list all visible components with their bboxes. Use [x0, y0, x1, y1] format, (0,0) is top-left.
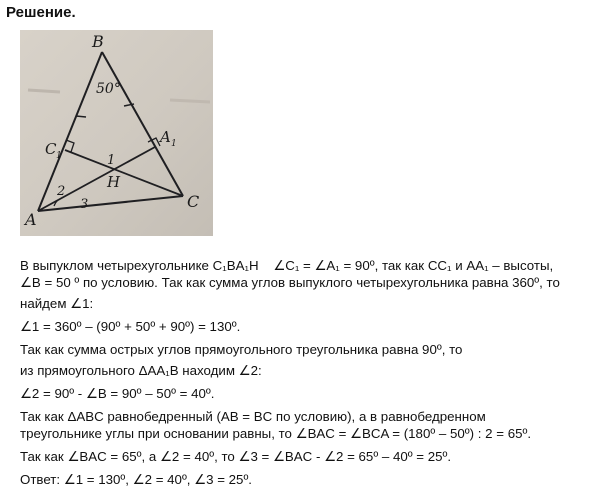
paper-smudge	[170, 100, 210, 102]
triangle-diagram	[20, 30, 213, 236]
point-h-label: H	[107, 173, 121, 191]
solution-line: В выпуклом четырехугольнике C₁BA₁H ∠C₁ = ∠A₁ = 90º, так как CC₁ и AA₁ – высоты,	[20, 258, 554, 273]
solution-line: из прямоугольного ΔAA₁B находим ∠2:	[20, 363, 262, 378]
solution-line: ∠B = 50 º по условию. Так как сумма углов выпуклого четырехугольника равна 360º, то	[20, 275, 560, 290]
solution-line: Так как ∠BAC = 65º, а ∠2 = 40º, то ∠3 = ∠BAC - ∠2 = 65º – 40º = 25º.	[20, 449, 452, 464]
paper-smudge	[28, 90, 60, 92]
vertex-c-label: C	[187, 192, 200, 211]
vertex-a-label: A	[25, 210, 37, 229]
tick-mark-ab	[76, 116, 86, 117]
solution-text	[20, 257, 595, 488]
solution-heading: Решение.	[6, 4, 76, 21]
vertex-a1-subscript: 1	[171, 139, 177, 149]
solution-line: Так как сумма острых углов прямоугольного треугольника равна 90º, то	[20, 342, 463, 357]
angle-1-label: 1	[107, 153, 116, 168]
angle-3-label: 3	[80, 197, 89, 212]
vertex-a1-label: A	[160, 128, 171, 146]
vertex-c1-subscript: 1	[56, 151, 62, 161]
answer-line: Ответ: ∠1 = 130º, ∠2 = 40º, ∠3 = 25º.	[20, 472, 252, 487]
solution-line: найдем ∠1:	[20, 296, 94, 311]
solution-line: Так как ΔABC равнобедренный (AB = BC по условию), а в равнобедренном	[20, 409, 486, 424]
vertex-b-label: B	[92, 32, 104, 51]
angle-b-value: 50°	[96, 81, 121, 97]
angle-2-label: 2	[57, 184, 66, 199]
solution-line: ∠2 = 90º - ∠B = 90º – 50º = 40º.	[20, 386, 215, 401]
solution-line: ∠1 = 360º – (90º + 50º + 90º) = 130º.	[20, 319, 241, 334]
triangle-figure-photo	[20, 30, 213, 236]
vertex-c1-label: C	[45, 140, 57, 158]
solution-line: треугольнике углы при основании равны, то ∠BAC = ∠BCA = (180º – 50º) : 2 = 65º.	[20, 426, 532, 441]
